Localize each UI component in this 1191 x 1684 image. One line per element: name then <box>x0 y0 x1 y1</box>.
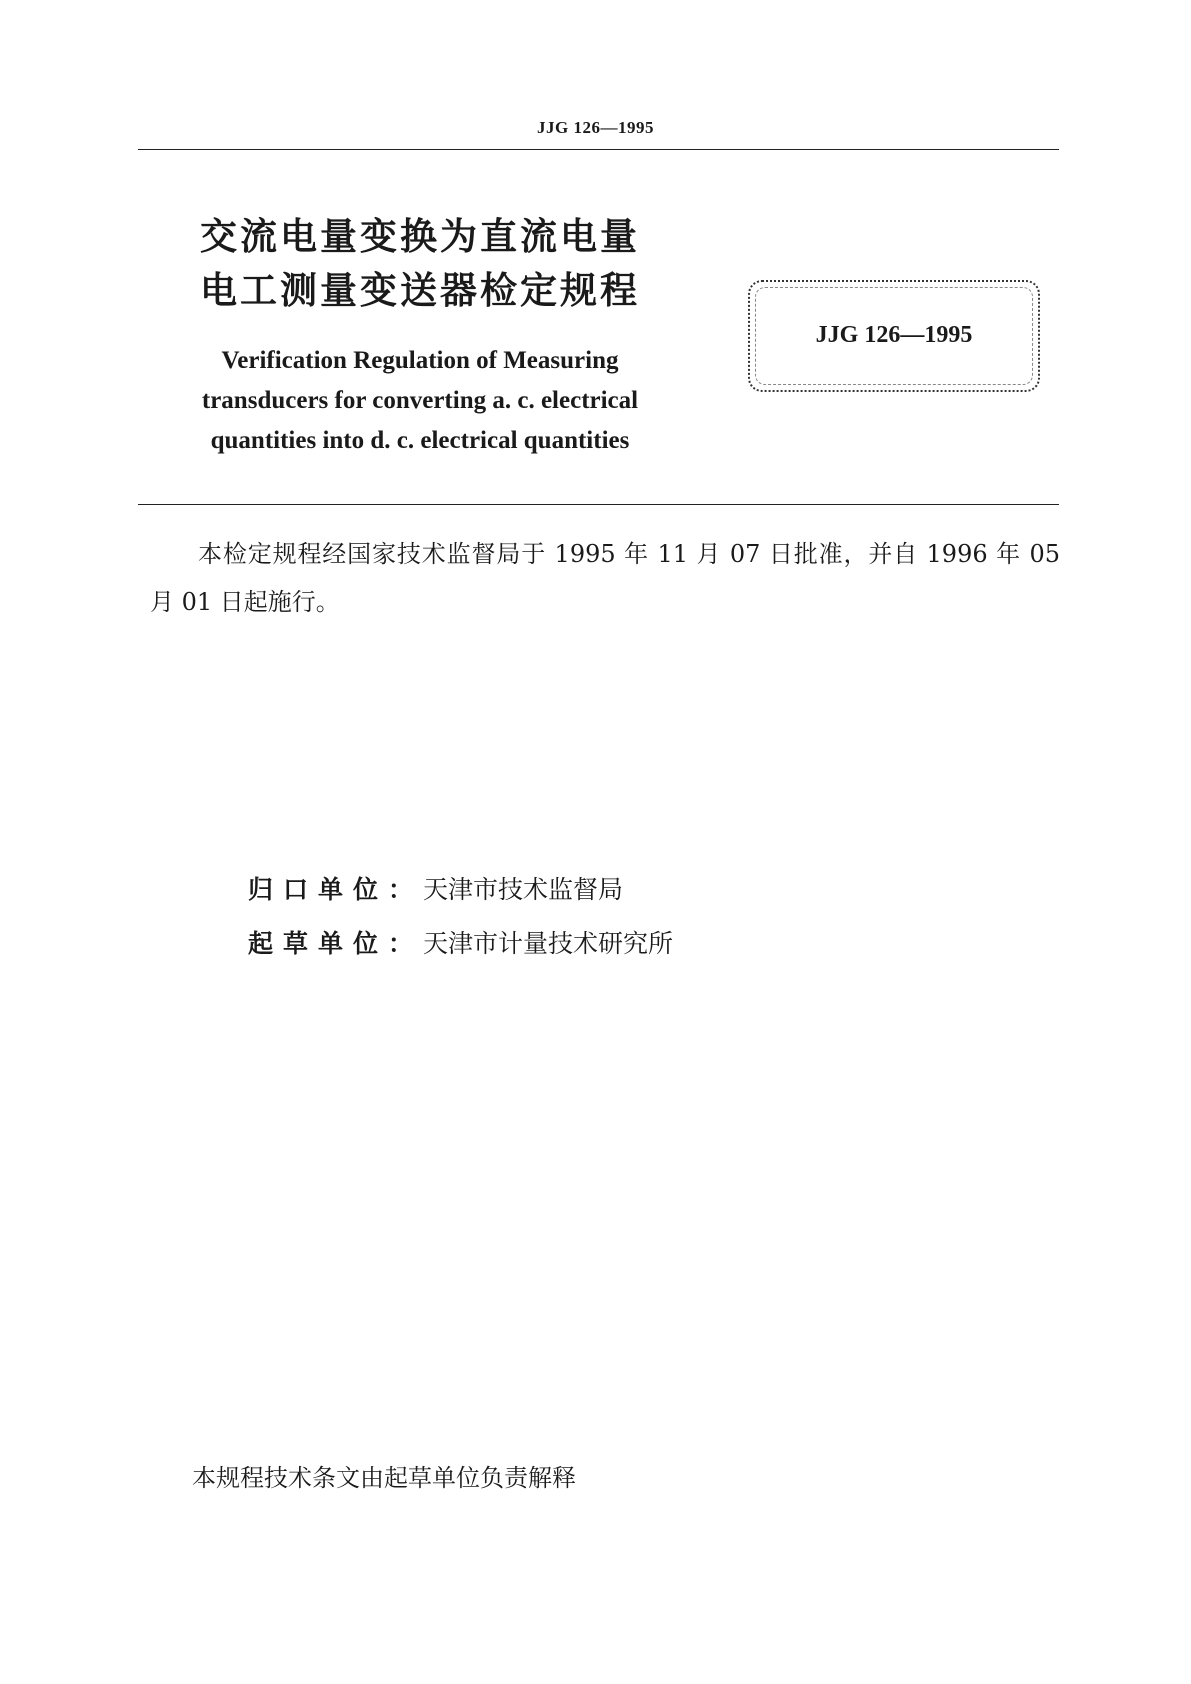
section-rule <box>138 504 1059 505</box>
standard-code: JJG 126—1995 <box>815 322 973 348</box>
title-en-line-1: Verification Regulation of Measuring <box>221 347 619 374</box>
responsible-unit-label: 归口单位： <box>248 875 424 904</box>
responsible-unit-value: 天津市技术监督局 <box>423 875 624 904</box>
interpretation-note: 本规程技术条文由起草单位负责解释 <box>192 1464 576 1492</box>
drafting-unit-row <box>248 924 673 960</box>
title-cn-line-2: 电工测量变送器检定规程 <box>200 269 640 312</box>
header-rule <box>138 149 1059 150</box>
drafting-unit-value: 天津市计量技术研究所 <box>423 929 674 958</box>
running-header-code: JJG 126—1995 <box>537 118 654 137</box>
responsible-unit-row <box>248 870 623 906</box>
standard-code-box <box>748 280 1040 392</box>
drafting-unit-label: 起草单位： <box>248 929 424 958</box>
title-cn-line-1: 交流电量变换为直流电量 <box>200 215 640 258</box>
approval-statement: 本检定规程经国家技术监督局于 1995 年 11 月 07 日批准，并自 1996 年 05 月 01 日起施行。 <box>150 540 1060 616</box>
title-en-line-3: quantities into d. c. electrical quantities <box>210 427 630 454</box>
title-en-line-2: transducers for converting a. c. electrical <box>201 387 639 414</box>
